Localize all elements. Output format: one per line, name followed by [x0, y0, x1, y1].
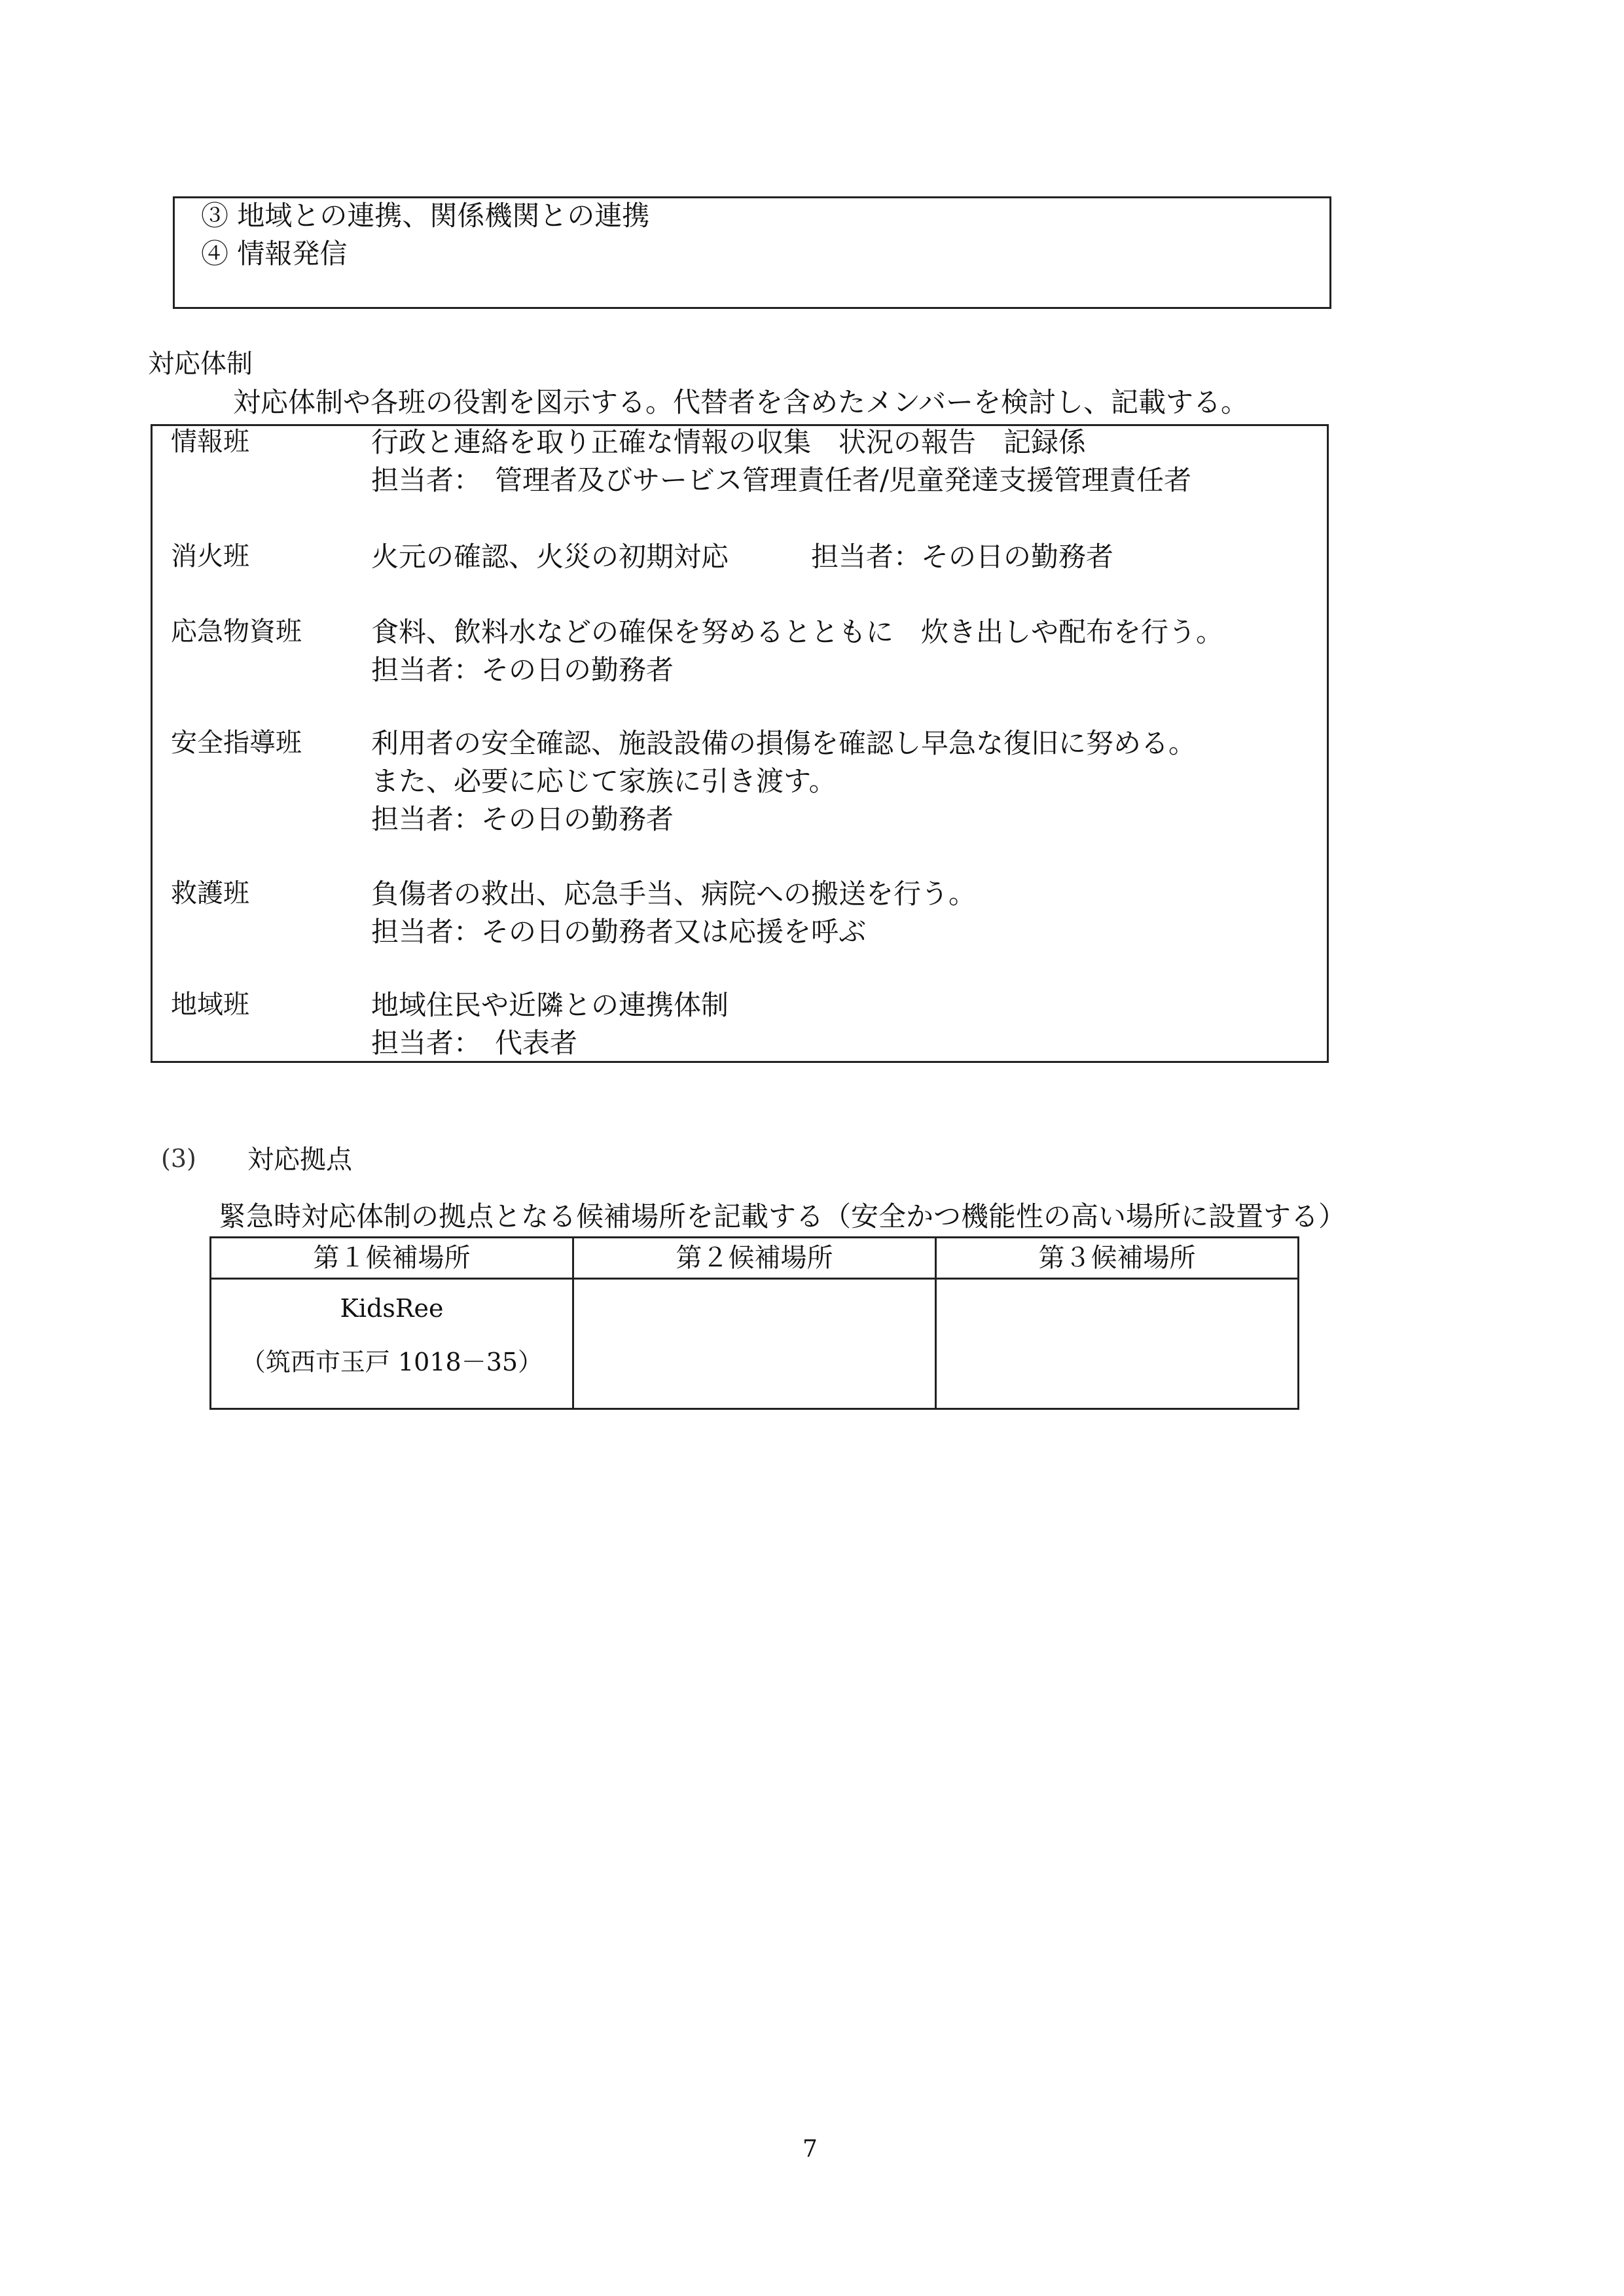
candidate-cell-1 [211, 1279, 573, 1409]
page-number: 7 [803, 2136, 818, 2162]
team-assignee: 担当者： 代表者 [371, 1027, 578, 1059]
team-assignee: 担当者：その日の勤務者 [371, 803, 674, 835]
team-duty: 食料、飲料水などの確保を努めるとともに 炊き出しや配布を行う。 [371, 616, 1224, 648]
team-duty: 利用者の安全確認、施設設備の損傷を確認し早急な復旧に努める。 [371, 727, 1197, 759]
candidate-header-1: 第１候補場所 [211, 1238, 573, 1279]
subsection-number: (3) [161, 1144, 196, 1173]
team-name: 地域班 [171, 990, 249, 1020]
team-assignee: 担当者：その日の勤務者又は応援を呼ぶ [371, 916, 867, 948]
team-duty: 火元の確認、火災の初期対応 担当者：その日の勤務者 [371, 541, 1114, 573]
team-name: 安全指導班 [171, 728, 302, 758]
candidate-header-3: 第３候補場所 [936, 1238, 1299, 1279]
team-duty-2: また、必要に応じて家族に引き渡す。 [371, 765, 837, 797]
team-duty: 地域住民や近隣との連携体制 [371, 989, 729, 1021]
team-duty: 負傷者の救出、応急手当、病院への搬送を行う。 [371, 878, 977, 910]
team-name: 情報班 [171, 427, 249, 457]
list-item-4: ④ 情報発信 [201, 238, 348, 270]
teams-box [151, 424, 1329, 1063]
candidate-name: KidsRee [340, 1294, 444, 1323]
table-header-row [211, 1238, 1299, 1279]
team-name: 消火班 [171, 541, 249, 571]
team-name: 救護班 [171, 878, 249, 908]
list-item-3: ③ 地域との連携、関係機関との連携 [201, 200, 650, 232]
candidate-cell-2 [573, 1279, 936, 1409]
team-duty: 行政と連絡を取り正確な情報の収集 状況の報告 記録係 [371, 426, 1087, 458]
candidate-address: （筑西市玉戸 1018－35） [240, 1347, 543, 1376]
candidate-cell-3 [936, 1279, 1299, 1409]
candidate-table [209, 1236, 1299, 1410]
top-list-box [173, 196, 1331, 309]
team-assignee: 担当者：その日の勤務者 [371, 654, 674, 686]
subsection-heading: 対応拠点 [247, 1145, 352, 1175]
table-row [211, 1279, 1299, 1409]
section-heading: 対応体制 [148, 349, 253, 379]
subsection-description: 緊急時対応体制の拠点となる候補場所を記載する（安全かつ機能性の高い場所に設置する） [219, 1200, 1346, 1232]
candidate-header-2: 第２候補場所 [573, 1238, 936, 1279]
team-assignee: 担当者： 管理者及びサービス管理責任者/児童発達支援管理責任者 [371, 464, 1192, 496]
team-name: 応急物資班 [171, 617, 302, 647]
section-description: 対応体制や各班の役割を図示する。代替者を含めたメンバーを検討し、記載する。 [233, 386, 1249, 418]
